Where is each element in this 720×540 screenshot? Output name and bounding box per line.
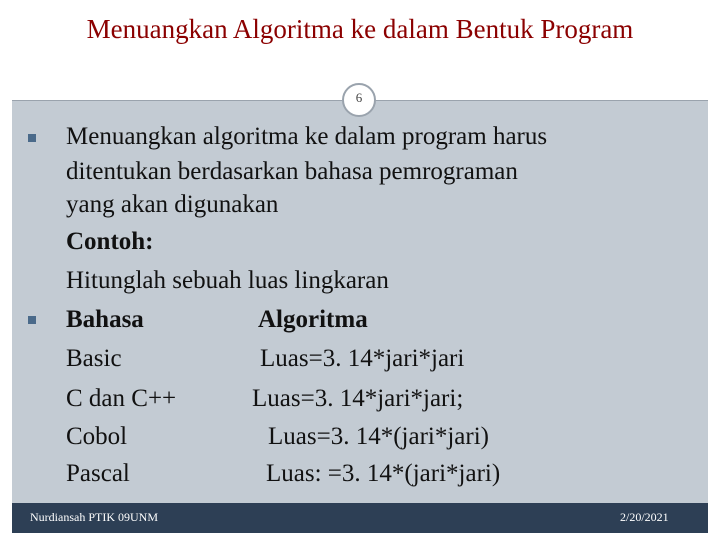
row-lang: Pascal — [66, 460, 130, 487]
row-algo: Luas=3. 14*jari*jari — [260, 345, 465, 372]
row-lang: C dan C++ — [66, 385, 177, 412]
row-algo: Luas=3. 14*(jari*jari) — [268, 423, 489, 450]
task-text: Hitunglah sebuah luas lingkaran — [66, 267, 389, 294]
footer-date: 2/20/2021 — [620, 510, 669, 524]
header-bahasa: Bahasa — [66, 306, 144, 333]
body-line-2: ditentukan berdasarkan bahasa pemrograman — [66, 158, 518, 185]
bullet-icon — [28, 316, 36, 324]
page-number: 6 — [355, 90, 363, 105]
contoh-label: Contoh: — [66, 228, 154, 255]
bullet-icon — [28, 134, 36, 142]
body-line-3: yang akan digunakan — [66, 191, 279, 218]
slide-title: Menuangkan Algoritma ke dalam Bentuk Program — [86, 14, 634, 44]
footer-author: Nurdiansah PTIK 09UNM — [30, 510, 158, 524]
header-algoritma: Algoritma — [258, 306, 368, 333]
body-line-1: Menuangkan algoritma ke dalam program harus — [66, 123, 548, 150]
row-algo: Luas: =3. 14*(jari*jari) — [266, 460, 501, 487]
row-lang: Cobol — [66, 423, 128, 450]
row-lang: Basic — [66, 345, 122, 372]
row-algo: Luas=3. 14*jari*jari; — [252, 385, 464, 412]
